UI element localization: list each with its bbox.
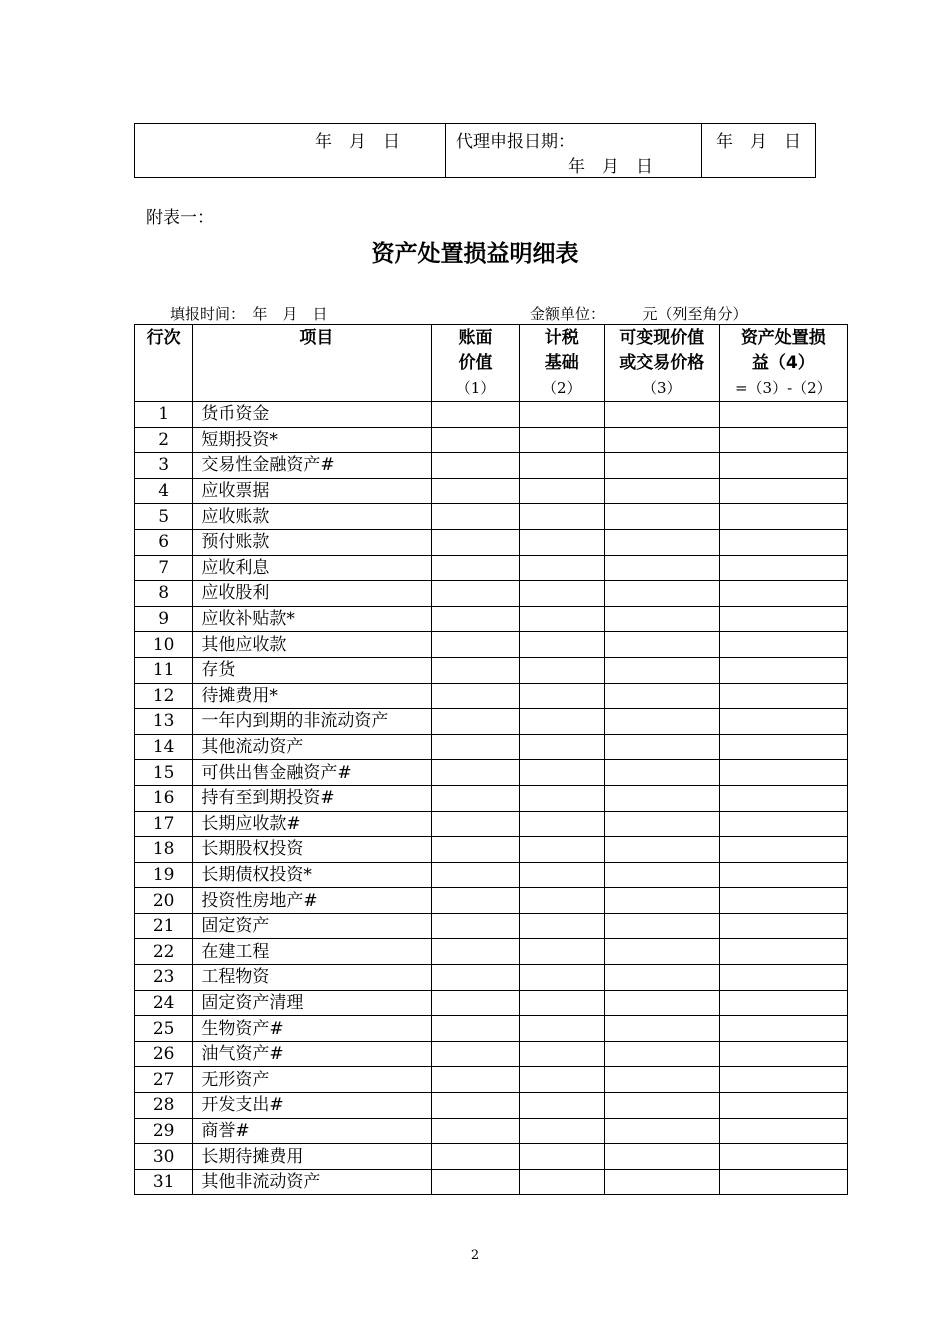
row-number: 9 (135, 606, 193, 632)
book-value-cell[interactable] (432, 1118, 519, 1144)
realizable-value-cell[interactable] (604, 811, 719, 837)
disposal-gain-loss-cell[interactable] (719, 1041, 847, 1067)
tax-basis-cell[interactable] (519, 555, 604, 581)
table-row (135, 1169, 848, 1195)
page-number: 2 (470, 1248, 480, 1263)
row-item: 在建工程 (193, 939, 432, 965)
tax-basis-cell[interactable] (519, 990, 604, 1016)
realizable-value-cell[interactable] (604, 657, 719, 683)
table-row (135, 504, 848, 530)
book-value-cell[interactable] (432, 1016, 519, 1042)
realizable-value-cell[interactable] (604, 453, 719, 479)
tax-basis-cell[interactable] (519, 913, 604, 939)
header-book-value-label: 账面价值 (458, 328, 493, 373)
tax-basis-cell[interactable] (519, 581, 604, 607)
table-row (135, 1118, 848, 1144)
realizable-value-cell[interactable] (604, 990, 719, 1016)
table-row (135, 632, 848, 658)
tax-basis-cell[interactable] (519, 837, 604, 863)
row-number: 31 (135, 1169, 193, 1195)
row-item: 油气资产# (193, 1041, 432, 1067)
tax-basis-cell[interactable] (519, 862, 604, 888)
table-row (135, 862, 848, 888)
disposal-gain-loss-cell[interactable] (719, 785, 847, 811)
tax-basis-cell[interactable] (519, 709, 604, 735)
realizable-value-cell[interactable] (604, 888, 719, 914)
disposal-gain-loss-cell[interactable] (719, 1118, 847, 1144)
disposal-gain-loss-cell[interactable] (719, 504, 847, 530)
realizable-value-cell[interactable] (604, 1144, 719, 1170)
realizable-value-cell[interactable] (604, 581, 719, 607)
table-row (135, 1041, 848, 1067)
row-item: 长期债权投资* (193, 862, 432, 888)
disposal-gain-loss-cell[interactable] (719, 478, 847, 504)
book-value-cell[interactable] (432, 709, 519, 735)
disposal-gain-loss-cell[interactable] (719, 1093, 847, 1119)
row-item: 长期应收款# (193, 811, 432, 837)
row-number: 8 (135, 581, 193, 607)
disposal-gain-loss-cell[interactable] (719, 1144, 847, 1170)
realizable-value-cell[interactable] (604, 862, 719, 888)
fill-time-label: 填报时间： 年 月 日 (170, 305, 328, 323)
row-item: 预付账款 (193, 529, 432, 555)
table-row (135, 581, 848, 607)
tax-basis-cell[interactable] (519, 478, 604, 504)
page-title: 资产处置损益明细表 (371, 241, 579, 267)
realizable-value-cell[interactable] (604, 965, 719, 991)
top-date-table (134, 123, 816, 178)
row-item: 存货 (193, 657, 432, 683)
row-item: 长期待摊费用 (193, 1144, 432, 1170)
header-disposal-gain-loss-sub: =（3）-（2） (734, 379, 832, 397)
tax-basis-cell[interactable] (519, 1041, 604, 1067)
disposal-gain-loss-cell[interactable] (719, 913, 847, 939)
disposal-gain-loss-cell[interactable] (719, 453, 847, 479)
row-item: 一年内到期的非流动资产 (193, 709, 432, 735)
table-row (135, 709, 848, 735)
table-row (135, 913, 848, 939)
row-item: 长期股权投资 (193, 837, 432, 863)
row-number: 30 (135, 1144, 193, 1170)
agent-filing-date-value: 年 月 日 (568, 157, 653, 177)
header-row-no-label: 行次 (146, 328, 181, 348)
row-number: 24 (135, 990, 193, 1016)
book-value-cell[interactable] (432, 837, 519, 863)
row-item: 工程物资 (193, 965, 432, 991)
row-number: 26 (135, 1041, 193, 1067)
book-value-cell[interactable] (432, 504, 519, 530)
disposal-gain-loss-cell[interactable] (719, 990, 847, 1016)
realizable-value-cell[interactable] (604, 1016, 719, 1042)
realizable-value-cell[interactable] (604, 913, 719, 939)
date-cell-1 (135, 124, 446, 178)
appendix-label: 附表一： (146, 208, 214, 228)
table-row (135, 1067, 848, 1093)
realizable-value-cell[interactable] (604, 427, 719, 453)
agent-filing-date-cell (446, 124, 702, 178)
realizable-value-cell[interactable] (604, 1118, 719, 1144)
header-tax-basis-label: 计税基础 (544, 328, 579, 373)
book-value-cell[interactable] (432, 478, 519, 504)
realizable-value-cell[interactable] (604, 1169, 719, 1195)
disposal-gain-loss-cell[interactable] (719, 811, 847, 837)
table-row (135, 427, 848, 453)
row-number: 2 (135, 427, 193, 453)
header-book-value (432, 325, 519, 402)
tax-basis-cell[interactable] (519, 402, 604, 428)
row-number: 4 (135, 478, 193, 504)
date-cell-3-text: 年 月 日 (716, 132, 801, 152)
disposal-gain-loss-cell[interactable] (719, 837, 847, 863)
row-item: 应收利息 (193, 555, 432, 581)
row-number: 29 (135, 1118, 193, 1144)
disposal-gain-loss-cell[interactable] (719, 529, 847, 555)
header-book-value-sub: （1） (455, 379, 496, 397)
book-value-cell[interactable] (432, 1093, 519, 1119)
disposal-gain-loss-cell[interactable] (719, 402, 847, 428)
row-number: 12 (135, 683, 193, 709)
row-item: 商誉# (193, 1118, 432, 1144)
row-number: 21 (135, 913, 193, 939)
row-item: 持有至到期投资# (193, 785, 432, 811)
tax-basis-cell[interactable] (519, 453, 604, 479)
row-number: 27 (135, 1067, 193, 1093)
disposal-gain-loss-cell[interactable] (719, 427, 847, 453)
table-row (135, 1144, 848, 1170)
table-row (135, 785, 848, 811)
book-value-cell[interactable] (432, 888, 519, 914)
header-row-no (135, 325, 193, 402)
table-row (135, 555, 848, 581)
tax-basis-cell[interactable] (519, 632, 604, 658)
table-row (135, 734, 848, 760)
date-cell-1-text: 年 月 日 (315, 132, 400, 152)
agent-filing-date-label: 代理申报日期： (456, 132, 575, 152)
disposal-gain-loss-cell[interactable] (719, 555, 847, 581)
row-item: 其他应收款 (193, 632, 432, 658)
book-value-cell[interactable] (432, 939, 519, 965)
table-row (135, 939, 848, 965)
header-disposal-gain-loss (719, 325, 847, 402)
book-value-cell[interactable] (432, 427, 519, 453)
book-value-cell[interactable] (432, 683, 519, 709)
row-item: 生物资产# (193, 1016, 432, 1042)
disposal-gain-loss-cell[interactable] (719, 888, 847, 914)
table-row (135, 811, 848, 837)
row-item: 其他非流动资产 (193, 1169, 432, 1195)
tax-basis-cell[interactable] (519, 427, 604, 453)
disposal-gain-loss-cell[interactable] (719, 581, 847, 607)
book-value-cell[interactable] (432, 606, 519, 632)
table-row (135, 837, 848, 863)
header-tax-basis (519, 325, 604, 402)
realizable-value-cell[interactable] (604, 504, 719, 530)
book-value-cell[interactable] (432, 529, 519, 555)
tax-basis-cell[interactable] (519, 965, 604, 991)
realizable-value-cell[interactable] (604, 478, 719, 504)
asset-disposal-table (134, 324, 848, 1195)
realizable-value-cell[interactable] (604, 760, 719, 786)
row-number: 20 (135, 888, 193, 914)
table-row (135, 965, 848, 991)
book-value-cell[interactable] (432, 555, 519, 581)
table-row (135, 990, 848, 1016)
header-disposal-gain-loss-label: 资产处置损益（4） (740, 328, 826, 373)
header-item (193, 325, 432, 402)
book-value-cell[interactable] (432, 1067, 519, 1093)
row-number: 3 (135, 453, 193, 479)
book-value-cell[interactable] (432, 1144, 519, 1170)
tax-basis-cell[interactable] (519, 504, 604, 530)
tax-basis-cell[interactable] (519, 1016, 604, 1042)
tax-basis-cell[interactable] (519, 1067, 604, 1093)
table-row (135, 888, 848, 914)
amount-unit-label: 金额单位： 元（列至角分） (530, 305, 748, 323)
tax-basis-cell[interactable] (519, 529, 604, 555)
tax-basis-cell[interactable] (519, 785, 604, 811)
book-value-cell[interactable] (432, 785, 519, 811)
tax-basis-cell[interactable] (519, 657, 604, 683)
header-item-label: 项目 (299, 328, 334, 348)
tax-basis-cell[interactable] (519, 683, 604, 709)
disposal-gain-loss-cell[interactable] (719, 709, 847, 735)
realizable-value-cell[interactable] (604, 402, 719, 428)
book-value-cell[interactable] (432, 453, 519, 479)
tax-basis-cell[interactable] (519, 1118, 604, 1144)
row-item: 应收票据 (193, 478, 432, 504)
book-value-cell[interactable] (432, 811, 519, 837)
disposal-gain-loss-cell[interactable] (719, 657, 847, 683)
row-item: 短期投资* (193, 427, 432, 453)
row-item: 交易性金融资产# (193, 453, 432, 479)
tax-basis-cell[interactable] (519, 811, 604, 837)
row-item: 货币资金 (193, 402, 432, 428)
realizable-value-cell[interactable] (604, 1041, 719, 1067)
disposal-gain-loss-cell[interactable] (719, 632, 847, 658)
table-row (135, 657, 848, 683)
row-number: 6 (135, 529, 193, 555)
realizable-value-cell[interactable] (604, 785, 719, 811)
row-number: 7 (135, 555, 193, 581)
row-number: 25 (135, 1016, 193, 1042)
table-body (135, 402, 848, 1195)
book-value-cell[interactable] (432, 990, 519, 1016)
table-row (135, 1093, 848, 1119)
tax-basis-cell[interactable] (519, 939, 604, 965)
realizable-value-cell[interactable] (604, 734, 719, 760)
row-number: 17 (135, 811, 193, 837)
row-item: 固定资产 (193, 913, 432, 939)
disposal-gain-loss-cell[interactable] (719, 965, 847, 991)
date-cell-3 (702, 124, 816, 178)
table-row (135, 478, 848, 504)
row-item: 投资性房地产# (193, 888, 432, 914)
table-row (135, 606, 848, 632)
row-number: 10 (135, 632, 193, 658)
row-number: 13 (135, 709, 193, 735)
tax-basis-cell[interactable] (519, 760, 604, 786)
row-item: 应收补贴款* (193, 606, 432, 632)
row-number: 5 (135, 504, 193, 530)
row-number: 23 (135, 965, 193, 991)
book-value-cell[interactable] (432, 913, 519, 939)
tax-basis-cell[interactable] (519, 1093, 604, 1119)
book-value-cell[interactable] (432, 1041, 519, 1067)
disposal-gain-loss-cell[interactable] (719, 1169, 847, 1195)
row-number: 18 (135, 837, 193, 863)
book-value-cell[interactable] (432, 632, 519, 658)
disposal-gain-loss-cell[interactable] (719, 1016, 847, 1042)
row-number: 1 (135, 402, 193, 428)
tax-basis-cell[interactable] (519, 734, 604, 760)
disposal-gain-loss-cell[interactable] (719, 760, 847, 786)
realizable-value-cell[interactable] (604, 606, 719, 632)
header-realizable-value-sub: （3） (642, 379, 682, 397)
tax-basis-cell[interactable] (519, 1144, 604, 1170)
realizable-value-cell[interactable] (604, 683, 719, 709)
book-value-cell[interactable] (432, 581, 519, 607)
header-realizable-value (604, 325, 719, 402)
row-number: 11 (135, 657, 193, 683)
disposal-gain-loss-cell[interactable] (719, 862, 847, 888)
book-value-cell[interactable] (432, 965, 519, 991)
book-value-cell[interactable] (432, 734, 519, 760)
row-item: 固定资产清理 (193, 990, 432, 1016)
tax-basis-cell[interactable] (519, 888, 604, 914)
book-value-cell[interactable] (432, 1169, 519, 1195)
realizable-value-cell[interactable] (604, 529, 719, 555)
realizable-value-cell[interactable] (604, 555, 719, 581)
row-number: 15 (135, 760, 193, 786)
row-number: 14 (135, 734, 193, 760)
header-tax-basis-sub: （2） (542, 379, 582, 397)
row-item: 其他流动资产 (193, 734, 432, 760)
table-row (135, 683, 848, 709)
row-item: 待摊费用* (193, 683, 432, 709)
table-row (135, 760, 848, 786)
tax-basis-cell[interactable] (519, 1169, 604, 1195)
header-realizable-value-label: 可变现价值或交易价格 (619, 328, 705, 373)
row-number: 16 (135, 785, 193, 811)
row-number: 19 (135, 862, 193, 888)
realizable-value-cell[interactable] (604, 837, 719, 863)
row-number: 22 (135, 939, 193, 965)
realizable-value-cell[interactable] (604, 939, 719, 965)
book-value-cell[interactable] (432, 862, 519, 888)
row-number: 28 (135, 1093, 193, 1119)
disposal-gain-loss-cell[interactable] (719, 939, 847, 965)
realizable-value-cell[interactable] (604, 709, 719, 735)
row-item: 应收账款 (193, 504, 432, 530)
table-row (135, 1016, 848, 1042)
book-value-cell[interactable] (432, 760, 519, 786)
row-item: 可供出售金融资产# (193, 760, 432, 786)
tax-basis-cell[interactable] (519, 606, 604, 632)
book-value-cell[interactable] (432, 402, 519, 428)
row-item: 应收股利 (193, 581, 432, 607)
row-item: 无形资产 (193, 1067, 432, 1093)
disposal-gain-loss-cell[interactable] (719, 683, 847, 709)
realizable-value-cell[interactable] (604, 1067, 719, 1093)
book-value-cell[interactable] (432, 657, 519, 683)
table-row (135, 529, 848, 555)
table-row (135, 453, 848, 479)
table-row (135, 402, 848, 428)
row-item: 开发支出# (193, 1093, 432, 1119)
realizable-value-cell[interactable] (604, 632, 719, 658)
disposal-gain-loss-cell[interactable] (719, 606, 847, 632)
disposal-gain-loss-cell[interactable] (719, 1067, 847, 1093)
table-header-row (135, 325, 848, 402)
disposal-gain-loss-cell[interactable] (719, 734, 847, 760)
realizable-value-cell[interactable] (604, 1093, 719, 1119)
